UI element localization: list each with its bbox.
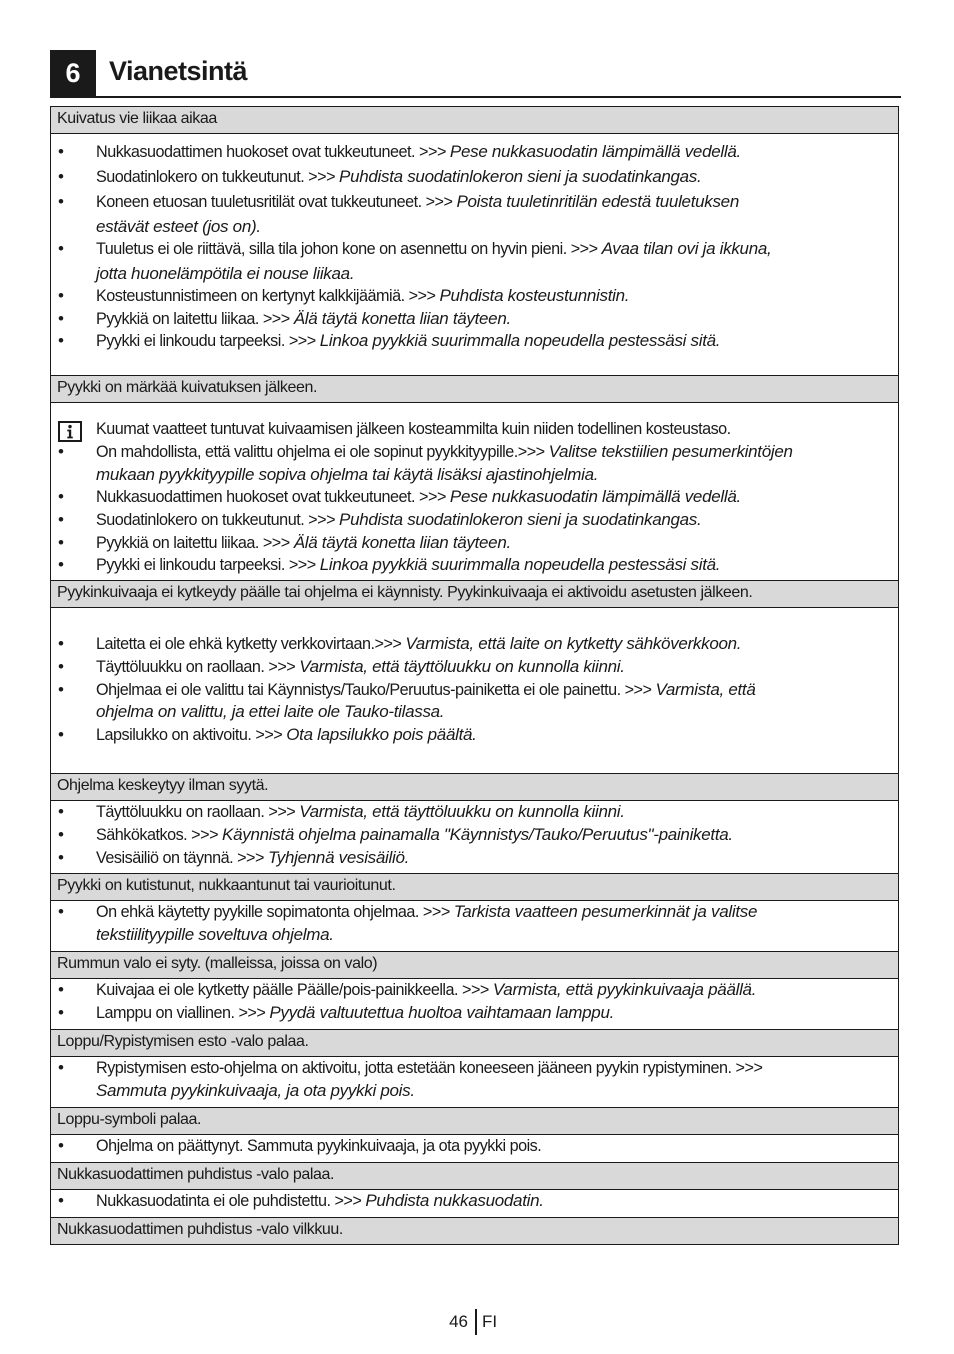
list-item-text (96, 848, 894, 868)
cause-text: Suodatinlokero on tukkeutunut. >>> (96, 168, 340, 186)
list-item-text (96, 167, 894, 187)
list-item (51, 634, 898, 657)
solutions-list (51, 403, 898, 581)
cause-text: Ohjelma on päättynyt. Sammuta pyykinkuivaaja, ja ota pyykki pois. (96, 1137, 542, 1155)
page-number: 46 (449, 1312, 468, 1331)
footer-divider (475, 1309, 477, 1335)
list-item (51, 309, 898, 332)
fix-text: Linkoa pyykkiä suurimmalla nopeudella pestessäsi sitä. (319, 331, 721, 350)
list-item-text (96, 442, 894, 462)
cause-text: On ehkä käytetty pyykille sopimatonta ohjelmaa. >>> (96, 903, 454, 921)
bullet-dot: • (58, 902, 64, 921)
fix-text: Varmista, että täyttöluukku on kunnolla kiinni. (299, 657, 625, 676)
bullet-dot: • (58, 555, 64, 574)
list-item (51, 848, 898, 871)
cause-text: Lamppu on viallinen. >>> (96, 1004, 270, 1022)
bullet-dot: • (58, 510, 64, 529)
list-item (51, 239, 898, 262)
problem-header: Ohjelma keskeytyy ilman syytä. (51, 774, 898, 801)
list-item-continuation (51, 1081, 898, 1104)
cause-text: Ohjelmaa ei ole valittu tai Käynnistys/Tauko/Peruutus-painiketta ei ole painettu. >>> (96, 681, 656, 699)
list-item-text (96, 510, 894, 530)
fix-text: Ota lapsilukko pois päältä. (286, 725, 477, 744)
list-item-text (96, 1191, 894, 1211)
solutions-list (51, 608, 898, 774)
cause-text: Sähkökatkos. >>> (96, 826, 223, 844)
bullet-dot: • (58, 825, 64, 844)
bullet-dot: • (58, 142, 64, 161)
solutions-list (51, 134, 898, 376)
solutions-list (51, 901, 898, 952)
cause-text: Pyykkiä on laitettu liikaa. >>> (96, 310, 294, 328)
list-item-text (96, 680, 894, 700)
list-item-text (96, 555, 894, 575)
bullet-dot: • (58, 980, 64, 999)
list-item-text (96, 331, 894, 351)
fix-text: Varmista, että täyttöluukku on kunnolla kiinni. (299, 802, 625, 821)
list-item-text (96, 192, 894, 212)
fix-text: Avaa tilan ovi ja ikkuna, (601, 239, 772, 258)
list-item-continuation (51, 264, 898, 287)
solutions-list (51, 979, 898, 1030)
problem-header: Pyykki on kutistunut, nukkaantunut tai vaurioitunut. (51, 874, 898, 901)
list-item (51, 825, 898, 848)
bullet-dot: • (58, 286, 64, 305)
list-item-text (96, 802, 894, 822)
cause-text: Nukkasuodatinta ei ole puhdistettu. >>> (96, 1192, 366, 1210)
fix-text: Puhdista nukkasuodatin. (365, 1191, 544, 1210)
list-item (51, 725, 898, 748)
info-icon (58, 421, 82, 442)
list-item (51, 510, 898, 533)
fix-text: Varmista, että pyykinkuivaaja päällä. (492, 980, 757, 999)
list-item (51, 142, 898, 165)
fix-text: Puhdista suodatinlokeron sieni ja suodatinkangas. (339, 510, 702, 529)
list-item-text (96, 309, 894, 329)
fix-text-continuation: estävät esteet (jos on). (96, 217, 261, 236)
cause-text: Täyttöluukku on raollaan. >>> (96, 658, 300, 676)
cause-text: Laitetta ei ole ehkä kytketty verkkovirtaan.>>> (96, 635, 406, 653)
list-item-text (96, 634, 894, 654)
fix-text: Valitse tekstiilien pesumerkintöjen (548, 442, 793, 461)
page-footer (0, 1309, 954, 1335)
list-item (51, 555, 898, 578)
cause-text: Vesisäiliö on täynnä. >>> (96, 849, 268, 867)
fix-text-continuation: tekstiilityypille soveltuva ohjelma. (96, 925, 334, 944)
list-item-continuation (51, 925, 898, 948)
solutions-list (51, 1057, 898, 1108)
list-item-text (96, 286, 894, 306)
list-item (51, 1058, 898, 1081)
list-item (51, 167, 898, 190)
fix-text: Älä täytä konetta liian täyteen. (293, 533, 511, 552)
cause-text: Pyykkiä on laitettu liikaa. >>> (96, 534, 294, 552)
bullet-dot: • (58, 1003, 64, 1022)
fix-text-continuation: jotta huonelämpötila ei nouse liikaa. (96, 264, 355, 283)
list-item (51, 1003, 898, 1026)
list-item-text (96, 902, 894, 922)
section-number: 6 (50, 50, 96, 96)
list-item (51, 331, 898, 354)
bullet-dot: • (58, 1136, 64, 1155)
section-heading (50, 50, 901, 98)
list-item (51, 980, 898, 1003)
list-item-text (96, 980, 894, 1000)
list-item (51, 487, 898, 510)
cause-text: Pyykki ei linkoudu tarpeeksi. >>> (96, 556, 320, 574)
list-item (51, 533, 898, 556)
problem-header: Rummun valo ei syty. (malleissa, joissa on valo) (51, 952, 898, 979)
bullet-dot: • (58, 725, 64, 744)
list-item (51, 1136, 898, 1159)
problem-header: Loppu/Rypistymisen esto -valo palaa. (51, 1030, 898, 1057)
cause-text: Täyttöluukku on raollaan. >>> (96, 803, 300, 821)
cause-text: Suodatinlokero on tukkeutunut. >>> (96, 511, 340, 529)
bullet-dot: • (58, 192, 64, 211)
list-item-text (96, 725, 894, 745)
cause-text: Lapsilukko on aktivoitu. >>> (96, 726, 287, 744)
list-item (51, 442, 898, 465)
cause-text: Nukkasuodattimen huokoset ovat tukkeutuneet. >>> (96, 143, 450, 161)
cause-text: Tuuletus ei ole riittävä, silla tila johon kone on asennettu on hyvin pieni. >>> (96, 240, 602, 258)
problem-header: Kuivatus vie liikaa aikaa (51, 107, 898, 134)
solutions-list (51, 1135, 898, 1163)
list-item-text (96, 657, 894, 677)
list-item (51, 1191, 898, 1214)
info-note-text: Kuumat vaatteet tuntuvat kuivaamisen jälkeen kosteammilta kuin niiden todellinen kosteustaso. (96, 420, 731, 438)
bullet-dot: • (58, 487, 64, 506)
list-item (51, 680, 898, 703)
solutions-list (51, 801, 898, 874)
fix-text: Puhdista suodatinlokeron sieni ja suodatinkangas. (339, 167, 702, 186)
fix-text: Pyydä valtuutettua huoltoa vaihtamaan lamppu. (269, 1003, 615, 1022)
fix-text-continuation: Sammuta pyykinkuivaaja, ja ota pyykki pois. (96, 1081, 415, 1100)
fix-text: Tarkista vaatteen pesumerkinnät ja valitse (453, 902, 758, 921)
cause-text: On mahdollista, että valittu ohjelma ei ole sopinut pyykkityypille.>>> (96, 443, 549, 461)
fix-text-continuation: mukaan pyykkityypille sopiva ohjelma tai käytä lisäksi ajastinohjelmia. (96, 465, 599, 484)
problem-header: Nukkasuodattimen puhdistus -valo palaa. (51, 1163, 898, 1190)
list-item-text (96, 1058, 894, 1078)
bullet-dot: • (58, 848, 64, 867)
cause-text: Koneen etuosan tuuletusritilät ovat tukkeutuneet. >>> (96, 193, 457, 211)
solutions-list (51, 1190, 898, 1218)
bullet-dot: • (58, 657, 64, 676)
fix-text: Varmista, että (655, 680, 756, 699)
fix-text: Linkoa pyykkiä suurimmalla nopeudella pestessäsi sitä. (319, 555, 721, 574)
fix-text: Varmista, että laite on kytketty sähköverkkoon. (405, 634, 742, 653)
bullet-dot: • (58, 239, 64, 258)
list-item-text (96, 487, 894, 507)
bullet-dot: • (58, 167, 64, 186)
cause-text: Rypistymisen esto-ohjelma on aktivoitu, jotta estetään koneeseen jääneen pyykin rypistyminen. >>> (96, 1059, 763, 1077)
fix-text-continuation: ohjelma on valittu, ja ettei laite ole Tauko-tilassa. (96, 702, 445, 721)
problem-header: Nukkasuodattimen puhdistus -valo vilkkuu. (51, 1218, 898, 1245)
fix-text: Pese nukkasuodatin lämpimällä vedellä. (449, 487, 741, 506)
list-item (51, 657, 898, 680)
fix-text: Käynnistä ohjelma painamalla "Käynnistys/Tauko/Peruutus"-painiketta. (222, 825, 733, 844)
bullet-dot: • (58, 802, 64, 821)
list-item (51, 192, 898, 215)
cause-text: Kosteustunnistimeen on kertynyt kalkkijäämiä. >>> (96, 287, 440, 305)
cause-text: Pyykki ei linkoudu tarpeeksi. >>> (96, 332, 320, 350)
page-language: FI (482, 1312, 498, 1331)
list-item-text (96, 142, 894, 162)
fix-text: Pese nukkasuodatin lämpimällä vedellä. (449, 142, 741, 161)
list-item-text (96, 1003, 894, 1023)
cause-text: Nukkasuodattimen huokoset ovat tukkeutuneet. >>> (96, 488, 450, 506)
fix-text: Tyhjennä vesisäiliö. (267, 848, 410, 867)
list-item (51, 902, 898, 925)
bullet-dot: • (58, 442, 64, 461)
list-item-continuation (51, 702, 898, 725)
list-item-text (96, 533, 894, 553)
list-item-text (96, 825, 894, 845)
problem-header: Pyykki on märkää kuivatuksen jälkeen. (51, 376, 898, 403)
list-item (51, 802, 898, 825)
troubleshooting-table (50, 106, 899, 1245)
problem-header: Pyykinkuivaaja ei kytkeydy päälle tai ohjelma ei käynnisty. Pyykinkuivaaja ei aktivoidu asetusten jälkeen. (51, 581, 898, 608)
cause-text: Kuivajaa ei ole kytketty päälle Päälle/pois-painikkeella. >>> (96, 981, 493, 999)
fix-text: Puhdista kosteustunnistin. (439, 286, 630, 305)
list-item-continuation (51, 465, 898, 488)
bullet-dot: • (58, 1058, 64, 1077)
bullet-dot: • (58, 634, 64, 653)
list-item-text (96, 239, 894, 259)
problem-header: Loppu-symboli palaa. (51, 1108, 898, 1135)
list-item (51, 286, 898, 309)
fix-text: Poista tuuletinritilän edestä tuuletuksen (456, 192, 739, 211)
section-title: Vianetsintä (109, 56, 248, 86)
bullet-dot: • (58, 680, 64, 699)
bullet-dot: • (58, 1191, 64, 1210)
bullet-dot: • (58, 331, 64, 350)
list-item-continuation (51, 217, 898, 240)
list-item-text (96, 1136, 894, 1156)
bullet-dot: • (58, 309, 64, 328)
fix-text: Älä täytä konetta liian täyteen. (293, 309, 511, 328)
info-note (51, 420, 898, 443)
bullet-dot: • (58, 533, 64, 552)
